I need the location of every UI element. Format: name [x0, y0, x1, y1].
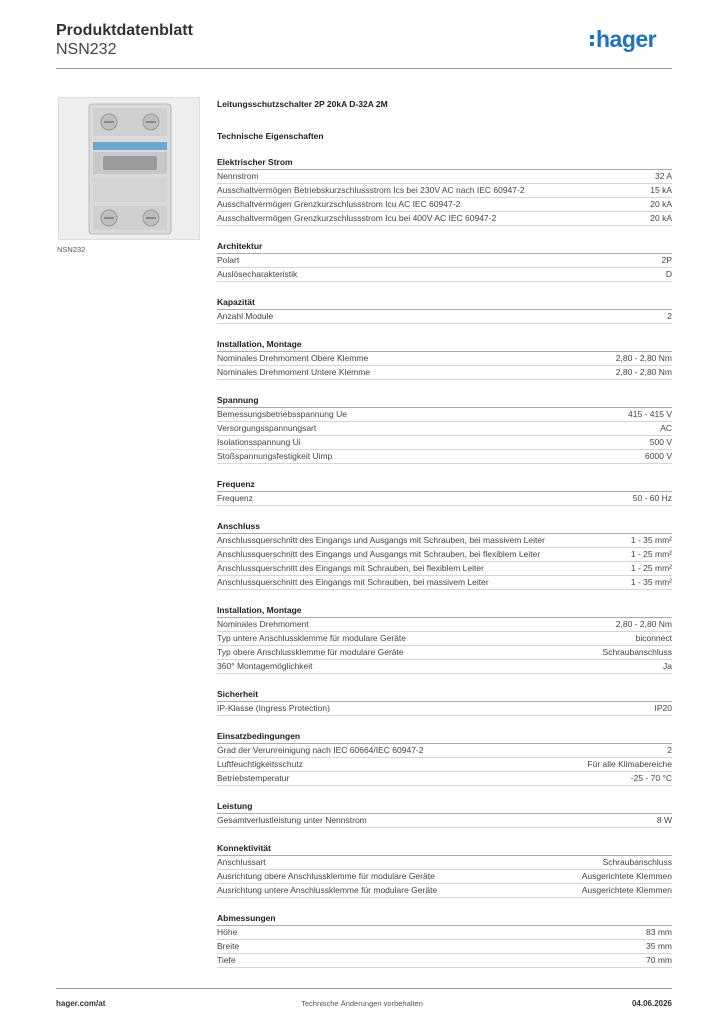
spec-section [217, 800, 672, 828]
spec-row [217, 954, 672, 968]
spec-value: 1 - 35 mm² [630, 535, 672, 545]
spec-value: 2P [661, 255, 672, 265]
section-title: Leistung [217, 800, 672, 814]
spec-row [217, 492, 672, 506]
spec-label: Nennstrom [217, 171, 259, 181]
spec-row [217, 702, 672, 716]
spec-section [217, 520, 672, 590]
section-title: Einsatzbedingungen [217, 730, 672, 744]
spec-label: Ausrichtung untere Anschlussklemme für modulare Geräte [217, 885, 438, 895]
spec-section [217, 604, 672, 674]
spec-row [217, 268, 672, 282]
spec-label: Anschlussquerschnitt des Eingangs mit Schrauben, bei massivem Leiter [217, 577, 489, 587]
spec-section [217, 394, 672, 464]
spec-section [217, 338, 672, 380]
spec-row [217, 646, 672, 660]
spec-row [217, 548, 672, 562]
spec-value: 6000 V [645, 451, 672, 461]
spec-label: Polart [217, 255, 240, 265]
spec-value: 50 - 60 Hz [632, 493, 672, 503]
spec-label: Anschlussquerschnitt des Eingangs mit Schrauben, bei flexiblem Leiter [217, 563, 484, 573]
spec-label: Isolationsspannung Ui [217, 437, 301, 447]
spec-value: 2 [667, 311, 672, 321]
spec-row [217, 772, 672, 786]
spec-value: 70 mm [646, 955, 672, 965]
spec-section [217, 240, 672, 282]
footer-disclaimer: Technische Änderungen vorbehalten [301, 999, 423, 1008]
spec-value: 1 - 25 mm² [630, 549, 672, 559]
spec-value: Ja [663, 661, 672, 671]
spec-label: Anschlussart [217, 857, 266, 867]
spec-label: Typ obere Anschlussklemme für modulare Geräte [217, 647, 404, 657]
spec-value: 2,80 - 2,80 Nm [615, 619, 672, 629]
logo-mark-icon [590, 32, 594, 49]
spec-row [217, 576, 672, 590]
footer-website[interactable]: hager.com/at [56, 999, 106, 1008]
header-divider [56, 68, 672, 69]
spec-label: Stoßspannungsfestigkeit Uimp [217, 451, 333, 461]
section-title: Spannung [217, 394, 672, 408]
spec-row [217, 562, 672, 576]
spec-row [217, 436, 672, 450]
spec-section [217, 912, 672, 968]
spec-label: Anzahl Module [217, 311, 274, 321]
section-title: Installation, Montage [217, 604, 672, 618]
spec-value: D [665, 269, 672, 279]
spec-label: Breite [217, 941, 240, 951]
spec-section [217, 478, 672, 506]
product-title: Leitungsschutzschalter 2P 20kA D-32A 2M [217, 99, 388, 109]
spec-value: 20 kA [650, 213, 672, 223]
section-title: Kapazität [217, 296, 672, 310]
spec-value: AC [660, 423, 672, 433]
footer-date: 04.06.2026 [631, 999, 672, 1008]
spec-value: Ausgerichtete Klemmen [581, 871, 672, 881]
spec-label: Anschlussquerschnitt des Eingangs und Ausgangs mit Schrauben, bei flexiblem Leiter [217, 549, 541, 559]
spec-row [217, 450, 672, 464]
spec-value: 8 W [656, 815, 672, 825]
logo-text: hager [596, 26, 657, 52]
section-title: Anschluss [217, 520, 672, 534]
circuit-breaker-illustration [59, 98, 199, 239]
spec-row [217, 254, 672, 268]
section-title: Sicherheit [217, 688, 672, 702]
spec-value: 2,80 - 2,80 Nm [615, 367, 672, 377]
spec-label: Typ untere Anschlussklemme für modulare Geräte [217, 633, 406, 643]
spec-section [217, 842, 672, 898]
spec-label: 360° Montagemöglichkeit [217, 661, 313, 671]
spec-label: Frequenz [217, 493, 253, 503]
spec-row [217, 758, 672, 772]
spec-value: 500 V [649, 437, 672, 447]
spec-value: 32 A [654, 171, 672, 181]
spec-section [217, 730, 672, 786]
spec-row [217, 940, 672, 954]
spec-row [217, 814, 672, 828]
spec-label: Nominales Drehmoment [217, 619, 309, 629]
spec-value: Für alle Klimabereiche [587, 759, 672, 769]
spec-row [217, 744, 672, 758]
spec-section [217, 156, 672, 226]
spec-row [217, 884, 672, 898]
spec-label: Gesamtverlustleistung unter Nennstrom [217, 815, 367, 825]
spec-row [217, 184, 672, 198]
spec-row [217, 926, 672, 940]
spec-label: Grad der Verunreinigung nach IEC 60664/IEC 60947-2 [217, 745, 424, 755]
spec-value: 83 mm [646, 927, 672, 937]
spec-section [217, 688, 672, 716]
product-image [58, 97, 200, 240]
hager-logo [590, 26, 656, 53]
spec-row [217, 198, 672, 212]
document-title: Produktdatenblatt [56, 22, 193, 39]
spec-value: 1 - 25 mm² [630, 563, 672, 573]
spec-value: Ausgerichtete Klemmen [581, 885, 672, 895]
spec-sections [217, 156, 672, 968]
document-header [56, 22, 193, 60]
spec-row [217, 352, 672, 366]
spec-label: Nominales Drehmoment Obere Klemme [217, 353, 369, 363]
spec-value: Schraubanschluss [602, 857, 672, 867]
spec-value: Schraubanschluss [602, 647, 672, 657]
technical-properties-heading: Technische Eigenschaften [217, 131, 324, 141]
spec-section [217, 296, 672, 324]
section-title: Konnektivität [217, 842, 672, 856]
spec-row [217, 856, 672, 870]
spec-row [217, 870, 672, 884]
spec-row [217, 310, 672, 324]
spec-label: Anschlussquerschnitt des Eingangs und Ausgangs mit Schrauben, bei massivem Leiter [217, 535, 545, 545]
spec-row [217, 632, 672, 646]
spec-label: Betriebstemperatur [217, 773, 290, 783]
spec-row [217, 408, 672, 422]
spec-row [217, 660, 672, 674]
spec-value: biconnect [635, 633, 672, 643]
spec-row [217, 534, 672, 548]
spec-label: Höhe [217, 927, 238, 937]
section-title: Frequenz [217, 478, 672, 492]
spec-label: Versorgungsspannungsart [217, 423, 317, 433]
section-title: Abmessungen [217, 912, 672, 926]
spec-value: 35 mm [646, 941, 672, 951]
spec-row [217, 366, 672, 380]
spec-label: Tiefe [217, 955, 236, 965]
spec-row [217, 170, 672, 184]
spec-label: Bemessungsbetriebsspannung Ue [217, 409, 347, 419]
spec-value: 2 [667, 745, 672, 755]
spec-row [217, 212, 672, 226]
spec-label: Ausrichtung obere Anschlussklemme für modulare Geräte [217, 871, 435, 881]
spec-row [217, 422, 672, 436]
spec-label: IP-Klasse (Ingress Protection) [217, 703, 330, 713]
footer-divider [56, 988, 672, 989]
spec-row [217, 618, 672, 632]
spec-value: 20 kA [650, 199, 672, 209]
spec-content [217, 98, 672, 968]
spec-label: Luftfeuchtigkeitsschutz [217, 759, 303, 769]
spec-value: -25 - 70 °C [630, 773, 672, 783]
spec-value: 15 kA [650, 185, 672, 195]
image-caption: NSN232 [57, 245, 86, 254]
spec-label: Nominales Drehmoment Untere Klemme [217, 367, 371, 377]
section-title: Installation, Montage [217, 338, 672, 352]
spec-label: Ausschaltvermögen Grenzkurzschlussstrom Icu AC IEC 60947-2 [217, 199, 461, 209]
spec-value: 1 - 35 mm² [630, 577, 672, 587]
section-title: Elektrischer Strom [217, 156, 672, 170]
spec-label: Ausschaltvermögen Grenzkurzschlussstrom Icu bei 400V AC IEC 60947-2 [217, 213, 497, 223]
section-title: Architektur [217, 240, 672, 254]
spec-value: IP20 [654, 703, 672, 713]
product-code: NSN232 [56, 41, 117, 58]
spec-label: Ausschaltvermögen Betriebskurzschlussstrom Ics bei 230V AC nach IEC 60947-2 [217, 185, 525, 195]
spec-value: 415 - 415 V [628, 409, 672, 419]
spec-label: Auslösecharakteristik [217, 269, 298, 279]
spec-value: 2,80 - 2,80 Nm [615, 353, 672, 363]
